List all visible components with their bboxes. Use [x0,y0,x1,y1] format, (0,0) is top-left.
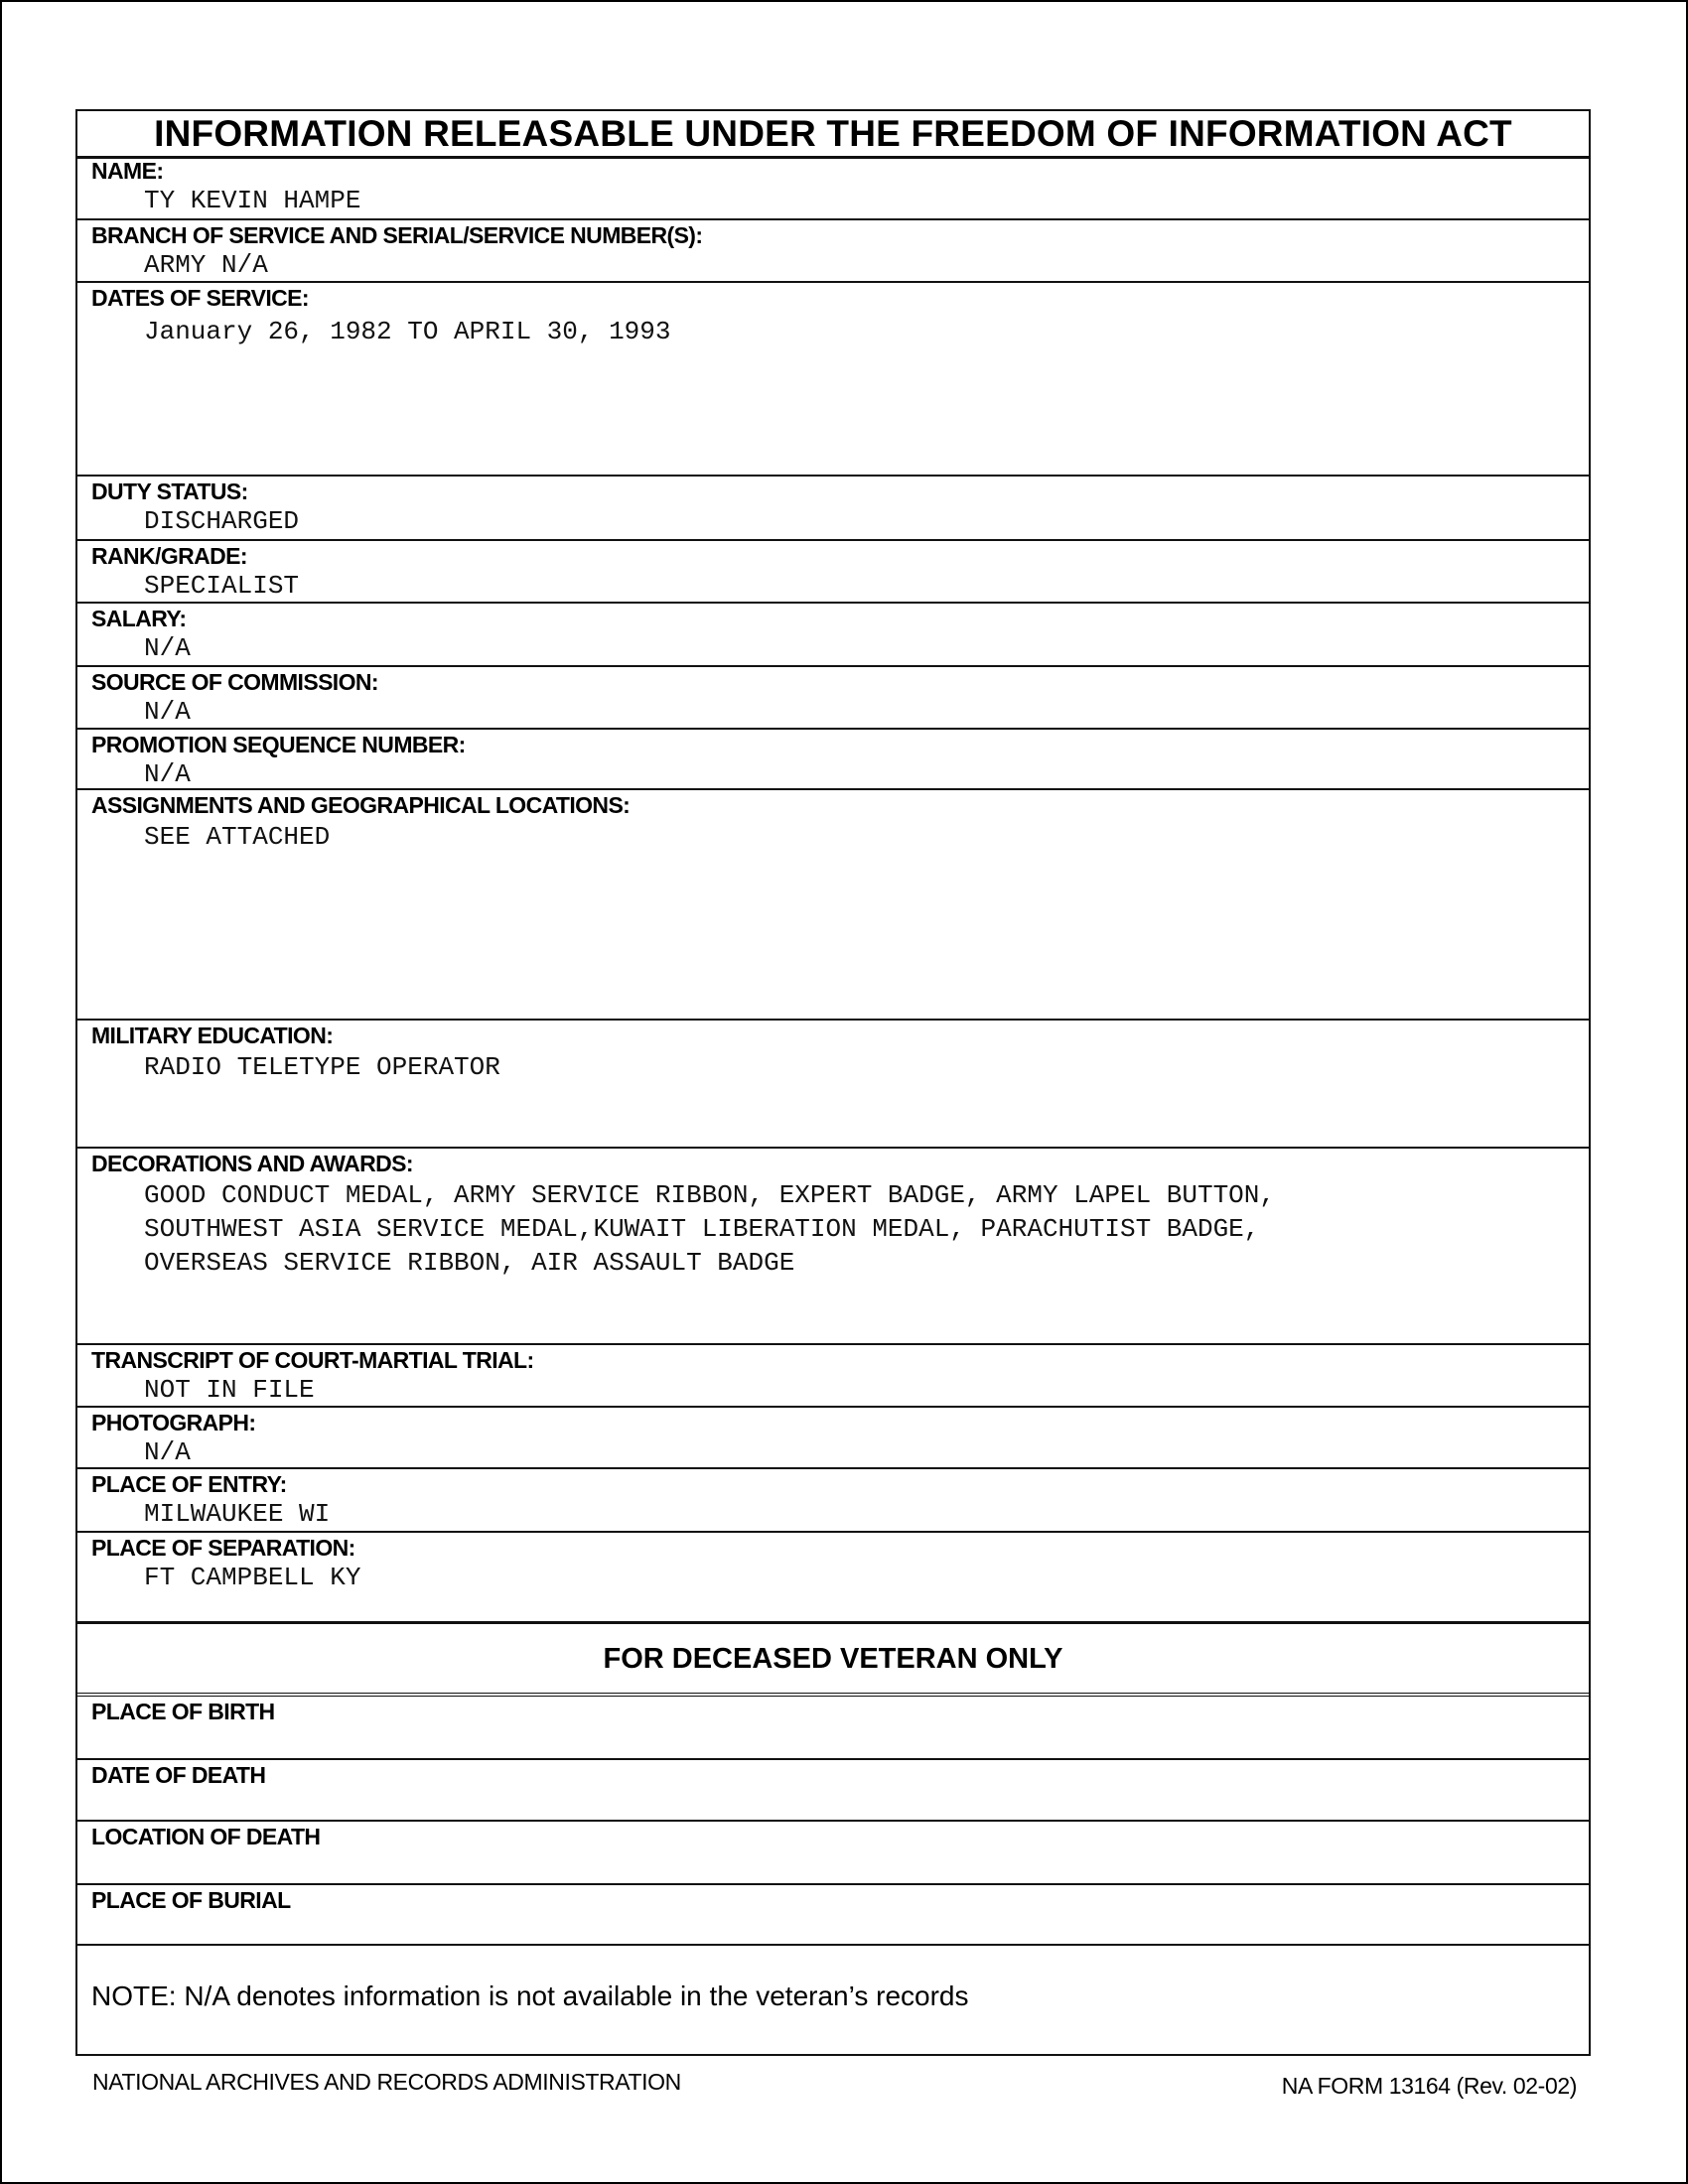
field-promotion-sequence-number [77,730,1589,790]
field-assignments [77,790,1589,1021]
field-value: N/A [144,633,191,663]
field-value: TY KEVIN HAMPE [144,186,361,215]
field-label: LOCATION OF DEATH [91,1824,321,1849]
field-label: PLACE OF BURIAL [91,1887,291,1913]
decoration-line: SOUTHWEST ASIA SERVICE MEDAL,KUWAIT LIBERATION MEDAL, PARACHUTIST BADGE, [144,1214,1260,1244]
field-source-of-commission [77,667,1589,730]
field-value: SEE ATTACHED [144,822,331,852]
field-date-of-death [77,1760,1589,1822]
field-value: SPECIALIST [144,571,300,601]
decoration-line: OVERSEAS SERVICE RIBBON, AIR ASSAULT BADGE [144,1248,795,1278]
field-value: DISCHARGED [144,506,300,536]
field-salary [77,604,1589,667]
field-label: TRANSCRIPT OF COURT-MARTIAL TRIAL: [91,1347,534,1373]
field-value: MILWAUKEE WI [144,1499,331,1529]
field-label: PHOTOGRAPH: [91,1410,256,1435]
field-value: January 26, 1982 TO APRIL 30, 1993 [144,317,671,346]
field-label: RANK/GRADE: [91,543,247,569]
field-value [144,1178,1574,1280]
field-label: PLACE OF BIRTH [91,1699,275,1724]
field-label: DECORATIONS AND AWARDS: [91,1151,413,1176]
field-value: NOT IN FILE [144,1375,315,1405]
field-photograph [77,1408,1589,1469]
field-rank-grade [77,541,1589,604]
field-label: BRANCH OF SERVICE AND SERIAL/SERVICE NUMBER(S): [91,222,703,248]
field-value: ARMY N/A [144,250,268,280]
footer-form-number: NA FORM 13164 (Rev. 02-02) [1281,2073,1577,2099]
decoration-line: GOOD CONDUCT MEDAL, ARMY SERVICE RIBBON, EXPERT BADGE, ARMY LAPEL BUTTON, [144,1180,1275,1210]
field-court-martial-transcript [77,1345,1589,1408]
field-value: N/A [144,697,191,727]
field-label: DUTY STATUS: [91,478,248,504]
field-duty-status [77,477,1589,541]
field-label: DATE OF DEATH [91,1762,266,1788]
na-note: NOTE: N/A denotes information is not available in the veteran’s records [91,1980,969,2011]
field-place-of-burial [77,1885,1589,1946]
footer-agency: NATIONAL ARCHIVES AND RECORDS ADMINISTRATION [92,2069,681,2095]
field-name [77,156,1589,220]
field-decorations-and-awards [77,1149,1589,1345]
field-label: DATES OF SERVICE: [91,285,309,311]
field-label: MILITARY EDUCATION: [91,1023,334,1048]
field-place-of-separation [77,1533,1589,1624]
field-label: PROMOTION SEQUENCE NUMBER: [91,732,466,757]
field-label: SALARY: [91,606,187,631]
field-value: FT CAMPBELL KY [144,1563,361,1592]
field-label: SOURCE OF COMMISSION: [91,669,378,695]
field-label: ASSIGNMENTS AND GEOGRAPHICAL LOCATIONS: [91,792,631,818]
field-label: NAME: [91,158,164,184]
field-place-of-entry [77,1469,1589,1533]
field-value: N/A [144,759,191,789]
field-value: RADIO TELETYPE OPERATOR [144,1052,500,1082]
field-value: N/A [144,1437,191,1467]
deceased-section-header: FOR DECEASED VETERAN ONLY [77,1624,1589,1697]
field-label: PLACE OF ENTRY: [91,1471,287,1497]
field-location-of-death [77,1822,1589,1885]
field-place-of-birth [77,1697,1589,1760]
field-military-education [77,1021,1589,1149]
field-dates-of-service [77,283,1589,477]
field-branch [77,220,1589,283]
field-label: PLACE OF SEPARATION: [91,1535,355,1561]
form-title: INFORMATION RELEASABLE UNDER THE FREEDOM OF INFORMATION ACT [77,111,1589,159]
foia-release-form [75,109,1591,2056]
